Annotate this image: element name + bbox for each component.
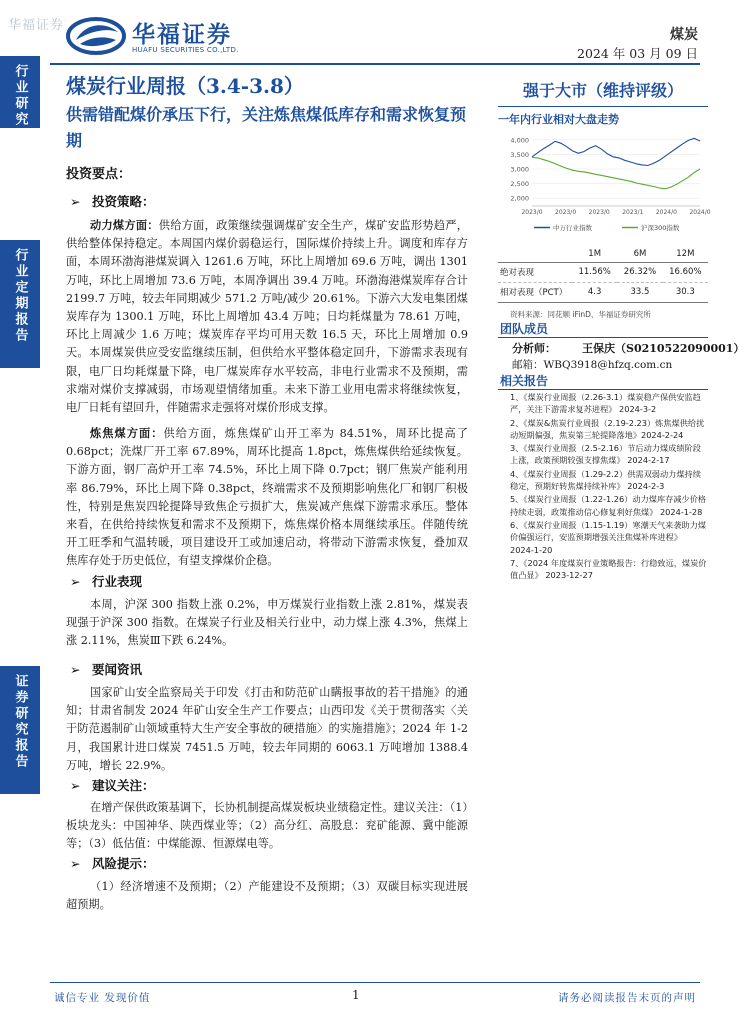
arrow-right-icon: ➢ (70, 662, 81, 677)
company-logo (66, 14, 256, 60)
side-label-research (0, 56, 40, 128)
arrow-right-icon: ➢ (70, 574, 81, 589)
section-title: 投资策略： (92, 194, 155, 209)
related-divider (498, 389, 708, 390)
brand-name-en: HUAFU SECURITIES CO.,LTD. (132, 46, 239, 54)
section-risk (70, 854, 155, 872)
paragraph-thermal-coal (66, 216, 468, 417)
x-tick-label: 2024/0 (655, 209, 677, 216)
legend-label: 沪深300指数 (641, 224, 680, 232)
report-subtitle: 供需错配煤价承压下行，关注炼焦煤低库存和需求恢复预期 (66, 105, 467, 150)
section-title: 行业表现 (92, 574, 143, 589)
footer-divider (50, 982, 700, 983)
page-number: 1 (352, 988, 360, 1002)
related-report-item: 6、《煤炭行业周报（1.15-1.19）寒潮天气来袭助力煤价偏强运行，安监预期增强关注焦煤补库进程》 2024-1-20 (510, 519, 707, 555)
section-title: 风险提示： (92, 856, 155, 871)
arrow-right-icon: ➢ (70, 194, 81, 209)
table-cell: 11.56% (572, 262, 617, 282)
team-divider (498, 337, 708, 338)
analyst-label: 分析师： (512, 342, 556, 355)
rating: 强于大市（维持评级） (522, 81, 683, 100)
related-report-item: 3、《煤炭行业周报（2.5-2.16）节后动力煤成绩阶段上涨，政策预期较强支撑焦煤》 2024-2-17 (510, 443, 701, 466)
related-heading: 相关报告 (500, 374, 549, 388)
x-tick-label: 2023/0 (555, 209, 577, 216)
y-tick-label: 4,000 (510, 136, 529, 145)
table-row (498, 282, 708, 302)
paragraph-body: 国家矿山安全监察局关于印发《打击和防范矿山瞒报事故的若干措施》的通知；甘肃省制发 2024 年矿山安全生产工作要点；山西印发《关于贯彻落实〈关于防范遏制矿山领域重特大生产安全事故的硬措施〉的实施措施》；2024 年 1-2 月，我国累计进口煤炭 7451.5 万吨，较去年同期的 6063.1 万吨增加 1388.4 万吨，增长 22.9%。 (66, 686, 468, 772)
analyst-name: 王保庆（S0210522090001） (582, 342, 744, 355)
paragraph-lead: 炼焦煤方面： (90, 426, 164, 440)
y-tick-label: 3,500 (510, 150, 529, 159)
side-label-text: 证券研究报告 (12, 674, 28, 770)
paragraph-advice (66, 799, 468, 854)
report-title: 煤炭行业周报（3.4-3.8） (66, 74, 304, 98)
email-value: WBQ3918@hfzq.com.cn (543, 359, 673, 371)
huafu-logo-icon (66, 16, 128, 56)
performance-table-header (498, 246, 708, 262)
rating-divider (498, 106, 708, 107)
paragraph-body: 供给方面，政策继续强调煤矿安全生产，煤矿安监形势趋严，供给整体保持稳定。本周国内煤价弱稳运行，国际煤价持续上升。调度和库存方面，本周环渤海港煤炭调入 1261.6 万吨，环比上周增加 69.6 万吨，调出 1301 万吨，环比上周增加 73.6 万吨，本周净调出 39.4 万吨。环渤海港煤炭库存合计 2199.7 万吨，较去年同期减少 571.2 万吨/减少 20.61%。下游六大发电集团煤炭库存为 1300.1 万吨，环比上周增加 43.4 万吨；日均耗煤量为 78.61 万吨，环比上周减少 1.6 万吨；煤炭库存平均可用天数 16.5 天，环比上周增加 0.9 天。本周煤炭供应受安监继续压制，但供给水平整体稳定回升，下游需求表现有限，电厂日均耗煤量下降，电厂煤炭库存水平较高，非电行业需求不及预期，需求端对煤价支撑减弱，市场观望情绪加重。未来下游工业用电需求将继续恢复，电厂日耗有望回升，伴随需求走强将对煤价形成支撑。 (66, 219, 468, 415)
header-industry: 煤炭 (670, 27, 698, 43)
side-label-text: 行业研究 (12, 64, 28, 128)
team-heading: 团队成员 (500, 322, 549, 336)
footer-slogan: 诚信专业 发现价值 (54, 992, 151, 1004)
paragraph-lead: 动力煤方面： (90, 218, 159, 232)
column-header: 6M (617, 246, 662, 262)
paragraph-body: 供给方面，炼焦煤矿山开工率为 84.51%，周环比提高了 0.68pct；洗煤厂开工率 67.89%，周环比提高 1.8pct，炼焦煤供给延续恢复。下游方面，钢厂高炉开工率 74.5%，环比上周下降 0.7pct；钢厂焦炭产能利用率 86.79%，环比上周下降 0.38pct，终端需求不及预期影响焦化厂和钢厂积极性，特别是焦炭四轮提降导致焦企亏损扩大，焦炭减产焦煤下游需求承压。整体来看，在供给持续恢复和需求不及预期下，炼焦煤价格本周继续承压。伴随传统开工旺季和气温转暖，项目建设开工或加速启动，将带动下游需求恢复，叠加双焦库存处于历史低位，有望支撑煤价企稳。 (66, 427, 468, 568)
paragraph-risk (66, 878, 468, 914)
related-report-item: 7、《2024 年度煤炭行业策略报告：行稳致远，煤炭价值凸显》 2023-12-27 (510, 557, 707, 581)
footer-disclaimer: 请务必阅读报告末页的声明 (558, 992, 696, 1004)
paragraph-body: 本周，沪深 300 指数上涨 0.2%，申万煤炭行业指数上涨 2.81%，煤炭表现强于沪深 300 指数。在煤炭子行业及相关行业中，动力煤上涨 4.3%，焦煤上涨 2.11%，焦炭Ⅲ下跌 6.24%。 (66, 598, 468, 648)
section-title: 建议关注： (92, 778, 155, 793)
section-performance (70, 572, 142, 590)
x-tick-label: 2023/0 (521, 209, 543, 216)
column-header (498, 246, 572, 262)
section-title: 要闻资讯 (92, 662, 143, 677)
table-cell: 33.5 (617, 282, 662, 302)
paragraph-performance (66, 596, 468, 651)
related-report-list (510, 391, 708, 582)
row-label: 绝对表现 (498, 262, 572, 282)
y-tick-label: 3,000 (510, 165, 529, 174)
related-report-item: 1、《煤炭行业周报（2.26-3.1）煤炭稳产保供安监趋严，关注下游需求复苏进程》 2024-3-2 (510, 392, 701, 415)
relative-trend-chart (504, 128, 711, 238)
paragraph-body: 在增产保供政策基调下，长协机制提高煤炭板块业绩稳定性。建议关注：（1）板块龙头：中国神华、陕西煤业等；（2）高分红、高股息：兖矿能源、冀中能源等；（3）低估值：中煤能源、恒源煤电等。 (66, 801, 468, 851)
highlights-label: 投资要点： (66, 167, 132, 182)
analyst-email (512, 357, 672, 372)
y-tick-label: 2,000 (510, 194, 529, 203)
column-header: 12M (663, 246, 708, 262)
side-label-periodic (0, 240, 40, 368)
column-header: 1M (572, 246, 617, 262)
x-tick-label: 2023/1 (622, 209, 644, 216)
related-report-item: 5、《煤炭行业周报（1.22-1.26）动力煤库存减少价格持续走弱，政策推动信心修复利好焦煤》 2024-1-28 (510, 494, 707, 517)
corner-watermark: 华福证券 (8, 18, 65, 33)
arrow-right-icon: ➢ (70, 778, 81, 793)
arrow-right-icon: ➢ (70, 856, 81, 871)
legend-label: 中万行业指数 (553, 224, 592, 232)
table-cell: 16.60% (663, 262, 708, 282)
header-divider (50, 63, 700, 65)
side-label-text: 行业定期报告 (12, 248, 28, 344)
y-tick-label: 2,500 (510, 180, 529, 189)
performance-table (498, 246, 708, 303)
series-line (532, 157, 700, 189)
paragraph-news (66, 684, 468, 775)
side-label-securities (0, 666, 40, 794)
section-advice (70, 776, 155, 794)
table-row (498, 262, 708, 282)
table-cell: 30.3 (663, 282, 708, 302)
email-label: 邮箱： (512, 359, 544, 371)
x-tick-label: 2024/0 (689, 209, 711, 216)
table-cell: 26.32% (617, 262, 662, 282)
section-news (70, 660, 142, 678)
series-line (532, 138, 700, 165)
table-cell: 4.3 (572, 282, 617, 302)
brand-name-cn: 华福证券 (132, 22, 232, 48)
chart-title: 一年内行业相对大盘走势 (498, 113, 619, 126)
section-strategy (70, 192, 155, 210)
paragraph-body: （1）经济增速不及预期；（2）产能建设不及预期；（3）双碳目标实现进展超预期。 (66, 880, 468, 912)
header-date: 2024 年 03 月 09 日 (577, 46, 698, 61)
related-report-item: 4、《煤炭行业周报（1.29-2.2）供需双弱动力煤持续稳定，预期好转焦煤持续补库》 2024-2-3 (510, 468, 701, 492)
paragraph-coking-coal (66, 424, 468, 571)
source-note: 资料来源：同花顺 iFinD、华福证券研究所 (510, 310, 651, 319)
related-report-item: 2、《煤炭&焦炭行业周报（2.19-2.23）炼焦煤供给扰动短期偏强，焦炭第三轮提降落地》2024-2-24 (510, 417, 705, 440)
row-label: 相对表现（PCT） (498, 282, 572, 302)
analyst-line (512, 340, 744, 356)
x-tick-label: 2023/0 (588, 209, 610, 216)
